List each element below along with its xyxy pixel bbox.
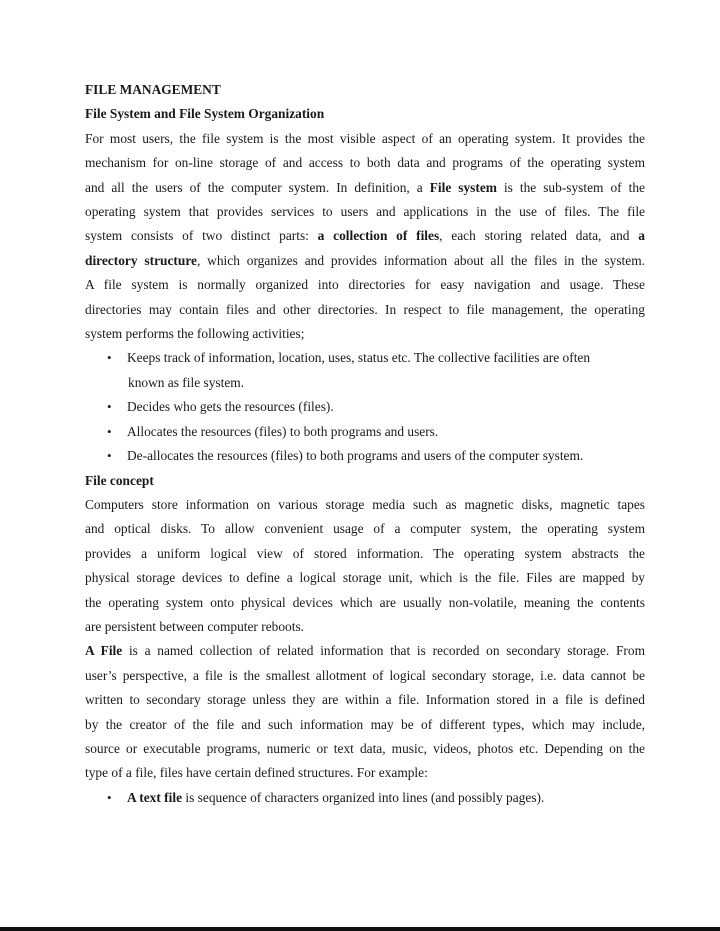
paragraph-line: provides a uniform logical view of stored information. The operating system abstracts the [85, 545, 645, 561]
list-item: • A text file is sequence of characters organized into lines (and possibly pages). [85, 786, 645, 810]
paragraph-line: mechanism for on-line storage of and access to both data and programs of the operating system [85, 155, 645, 171]
paragraph-line: written to secondary storage unless they are within a file. Information stored in a file is defined [85, 692, 645, 708]
paragraph-line: source or executable programs, numeric or text data, music, videos, photos etc. Depending on the [85, 740, 645, 756]
bold-term-text-file: A text file [127, 789, 183, 805]
bullet-icon: • [107, 448, 112, 464]
paragraph-line: user’s perspective, a file is the smallest allotment of logical secondary storage, i.e. data cannot be [85, 667, 645, 683]
paragraph-line: For most users, the file system is the most visible aspect of an operating system. It provides the [85, 130, 645, 146]
list-item: • De-allocates the resources (files) to both programs and users of the computer system. [85, 444, 645, 468]
paragraph-line: directory structure, which organizes and provides information about all the files in the system. [85, 252, 645, 268]
paragraph-line: are persistent between computer reboots. [85, 618, 305, 634]
document-page [85, 78, 645, 810]
paragraph-line: system consists of two distinct parts: a collection of files, each storing related data, and a [85, 228, 645, 244]
bullet-icon: • [107, 789, 112, 805]
paragraph-line: directories may contain files and other directories. In respect to file management, the operating [85, 301, 645, 317]
paragraph-line: system performs the following activities; [85, 326, 305, 342]
paragraph-line: and all the users of the computer system. In definition, a File system is the sub-system of the [85, 179, 645, 195]
paragraph-line: Computers store information on various storage media such as magnetic disks, magnetic tapes [85, 496, 645, 512]
list-item: • Decides who gets the resources (files). [85, 395, 645, 419]
document-title: FILE MANAGEMENT [85, 82, 221, 97]
paragraph-line: and optical disks. To allow convenient usage of a computer system, the operating system [85, 521, 645, 537]
list-item: • Keeps track of information, location, uses, status etc. The collective facilities are often [85, 346, 645, 370]
bold-term-file-system: File system [429, 179, 497, 195]
paragraph-line: A File is a named collection of related information that is recorded on secondary storage. From [85, 643, 645, 659]
bullet-icon: • [107, 423, 112, 439]
paragraph-line: by the creator of the file and such information may be of different types, which may include, [85, 716, 645, 732]
bold-term-directory-structure: directory structure [85, 252, 197, 268]
paragraph-line: operating system that provides services to users and applications in the use of files. The file [85, 204, 645, 220]
section-heading-file-system: File System and File System Organization [85, 106, 325, 122]
paragraph-line: physical storage devices to define a logical storage unit, which is the file. Files are mapped by [85, 570, 645, 586]
page-bottom-border [0, 927, 720, 931]
bold-term-a-file: A File [85, 643, 123, 659]
list-item: • Allocates the resources (files) to both programs and users. [85, 420, 645, 444]
list-item-continuation: known as file system. [128, 374, 245, 390]
paragraph-line: the operating system onto physical devices which are usually non-volatile, meaning the contents [85, 594, 645, 610]
bold-term-collection-of-files: a collection of files [317, 228, 440, 244]
paragraph-line: type of a file, files have certain defined structures. For example: [85, 765, 428, 781]
bullet-icon: • [107, 399, 112, 415]
bullet-icon: • [107, 350, 112, 366]
paragraph-line: A file system is normally organized into directories for easy navigation and usage. These [85, 277, 645, 293]
section-heading-file-concept: File concept [85, 472, 154, 488]
